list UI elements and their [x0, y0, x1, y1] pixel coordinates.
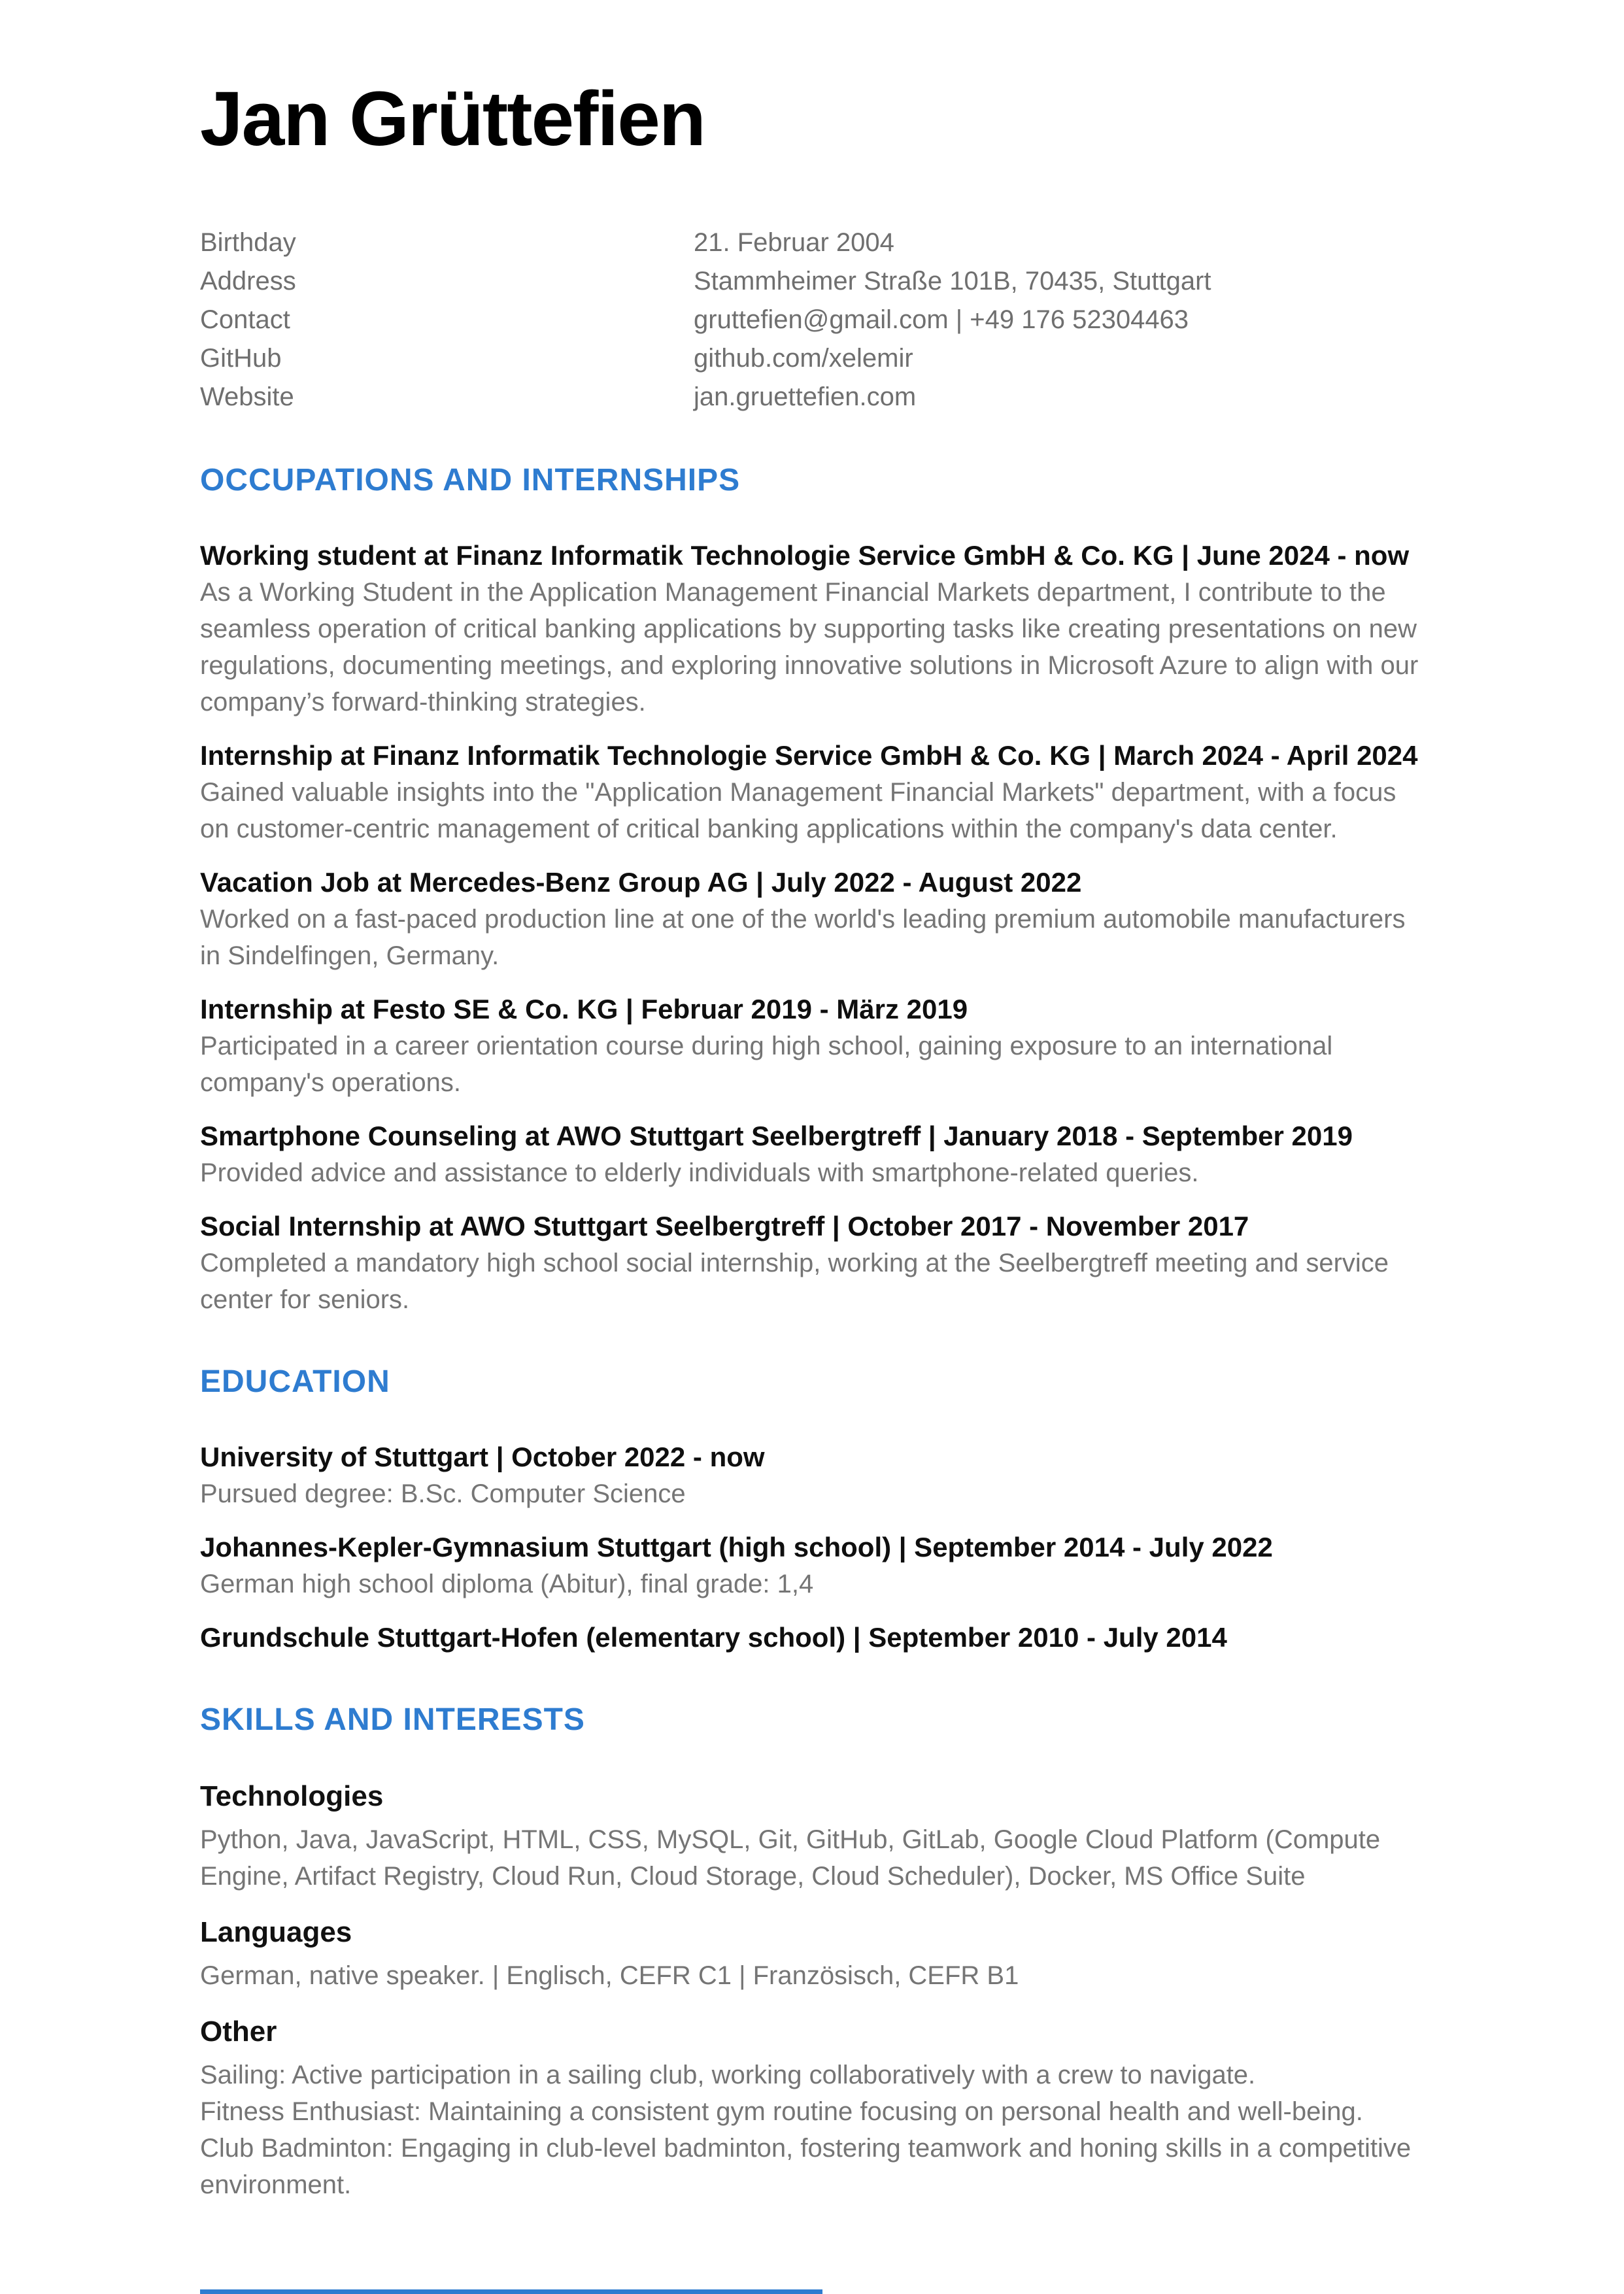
contact-row-github — [200, 339, 1428, 378]
job-title: Social Internship at AWO Stuttgart Seelbergtreff | October 2017 - November 2017 — [200, 1210, 1249, 1241]
contact-label: Contact — [200, 305, 290, 334]
section-occupations — [200, 462, 1428, 1318]
occupation-entry — [200, 1118, 1428, 1191]
education-title: Johannes-Kepler-Gymnasium Stuttgart (high school) | September 2014 - July 2022 — [200, 1531, 1273, 1562]
birthday-value: 21. Februar 2004 — [694, 228, 894, 257]
other-interest-line: Sailing: Active participation in a sailing club, working collaboratively with a crew to navigate. — [200, 2060, 1256, 2089]
job-title: Vacation Job at Mercedes-Benz Group AG | July 2022 - August 2022 — [200, 866, 1082, 898]
education-entry — [200, 1529, 1428, 1602]
occupation-entry — [200, 537, 1428, 720]
contact-row-website — [200, 378, 1428, 416]
website-link[interactable]: jan.gruettefien.com — [694, 382, 917, 411]
job-title: Internship at Festo SE & Co. KG | Februar 2019 - März 2019 — [200, 993, 968, 1024]
skills-subsection-languages — [200, 1913, 1428, 1994]
education-entry — [200, 1439, 1428, 1512]
section-heading-skills: SKILLS AND INTERESTS — [200, 1702, 585, 1737]
contact-label: GitHub — [200, 343, 282, 373]
occupation-entry — [200, 1208, 1428, 1318]
occupation-entry — [200, 864, 1428, 974]
page-title: Jan Grüttefien — [200, 76, 705, 162]
contact-row-address — [200, 262, 1428, 301]
section-heading-occupations: OCCUPATIONS AND INTERNSHIPS — [200, 462, 741, 498]
job-description: Gained valuable insights into the "Application Management Financial Markets" department, with a focus on customer-centric management of critical banking applications within the company's data center. — [200, 777, 1396, 843]
occupation-entry — [200, 737, 1428, 847]
education-entry — [200, 1619, 1428, 1656]
address-value: Stammheimer Straße 101B, 70435, Stuttgart — [694, 266, 1211, 295]
subsection-title: Other — [200, 2015, 277, 2048]
contact-row-birthday — [200, 224, 1428, 262]
technologies-list: Python, Java, JavaScript, HTML, CSS, MySQL, Git, GitHub, GitLab, Google Cloud Platform (Compute Engine, Artifact Registry, Cloud Run, Cloud Storage, Cloud Scheduler), Docker, MS Office Suite — [200, 1825, 1381, 1891]
contact-row-contact — [200, 301, 1428, 339]
contact-label: Birthday — [200, 228, 296, 257]
bottom-accent-bar — [200, 2289, 822, 2294]
email-phone-value[interactable]: gruttefien@gmail.com | +49 176 52304463 — [694, 305, 1189, 334]
contact-info — [200, 224, 1428, 416]
other-interest-line: Club Badminton: Engaging in club-level badminton, fostering teamwork and honing skills in a competitive environment. — [200, 2133, 1412, 2199]
job-description: Participated in a career orientation course during high school, gaining exposure to an international company's operations. — [200, 1031, 1333, 1097]
subsection-title: Technologies — [200, 1780, 384, 1812]
section-skills — [200, 1702, 1428, 2203]
education-title: Grundschule Stuttgart-Hofen (elementary school) | September 2010 - July 2014 — [200, 1621, 1227, 1653]
occupation-entry — [200, 991, 1428, 1101]
job-title: Smartphone Counseling at AWO Stuttgart Seelbergtreff | January 2018 - September 2019 — [200, 1120, 1353, 1151]
education-description: German high school diploma (Abitur), final grade: 1,4 — [200, 1569, 814, 1598]
education-description: Pursued degree: B.Sc. Computer Science — [200, 1479, 686, 1508]
job-description: Worked on a fast-paced production line at one of the world's leading premium automobile manufacturers in Sindelfingen, Germany. — [200, 904, 1406, 970]
contact-label: Address — [200, 266, 296, 295]
skills-subsection-technologies — [200, 1777, 1428, 1895]
subsection-title: Languages — [200, 1915, 352, 1948]
skills-subsection-other — [200, 2012, 1428, 2203]
job-description: Provided advice and assistance to elderly individuals with smartphone-related queries. — [200, 1158, 1199, 1187]
other-interest-line: Fitness Enthusiast: Maintaining a consistent gym routine focusing on personal health and well-being. — [200, 2097, 1363, 2126]
github-link[interactable]: github.com/xelemir — [694, 343, 913, 373]
section-education — [200, 1364, 1428, 1656]
education-title: University of Stuttgart | October 2022 - now — [200, 1441, 765, 1472]
job-title: Working student at Finanz Informatik Technologie Service GmbH & Co. KG | June 2024 - now — [200, 539, 1410, 571]
contact-label: Website — [200, 382, 294, 411]
job-description: As a Working Student in the Application Management Financial Markets department, I contribute to the seamless operation of critical banking applications by supporting tasks like creating presentations on new regulations, documenting meetings, and exploring innovative solutions in Microsoft Azure to align with our company’s forward-thinking strategies. — [200, 577, 1419, 717]
section-heading-education: EDUCATION — [200, 1364, 390, 1399]
job-title: Internship at Finanz Informatik Technologie Service GmbH & Co. KG | March 2024 - April 2024 — [200, 739, 1418, 771]
job-description: Completed a mandatory high school social internship, working at the Seelbergtreff meeting and service center for seniors. — [200, 1248, 1389, 1314]
languages-list: German, native speaker. | Englisch, CEFR C1 | Französisch, CEFR B1 — [200, 1961, 1019, 1990]
